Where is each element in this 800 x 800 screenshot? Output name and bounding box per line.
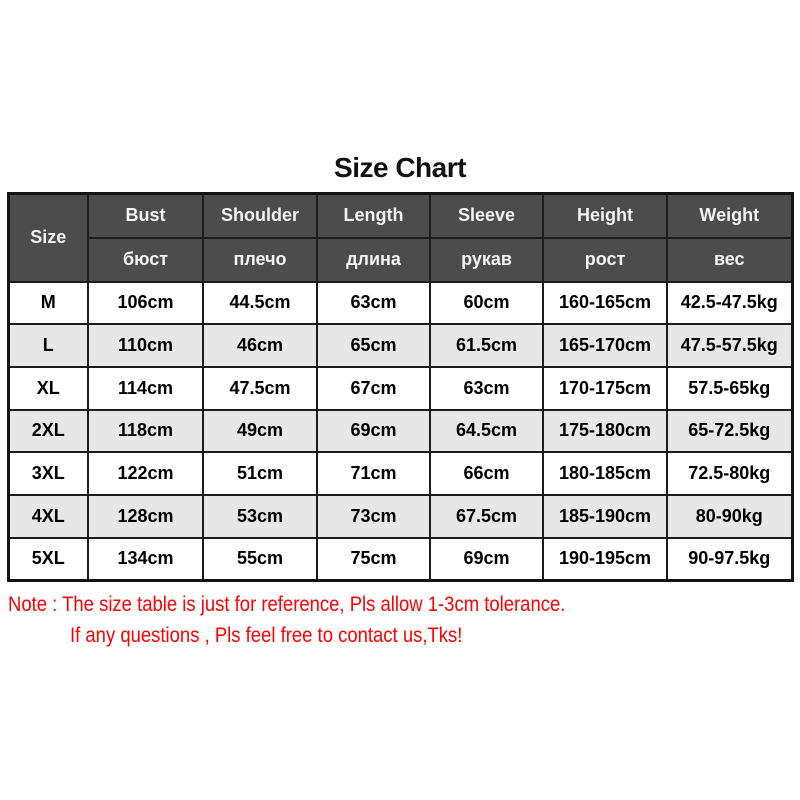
value-cell: 67.5cm (430, 495, 543, 538)
value-cell: 64.5cm (430, 410, 543, 453)
header-row-ru (8, 238, 792, 282)
value-cell: 63cm (317, 282, 430, 325)
value-cell: 67cm (317, 367, 430, 410)
header-cell-ru-height: рост (543, 238, 667, 282)
value-cell: 57.5-65kg (667, 367, 792, 410)
value-cell: 90-97.5kg (667, 538, 792, 581)
size-cell: L (8, 324, 88, 367)
value-cell: 128cm (88, 495, 203, 538)
value-cell: 69cm (430, 538, 543, 581)
value-cell: 71cm (317, 452, 430, 495)
value-cell: 47.5-57.5kg (667, 324, 792, 367)
header-cell-ru-sleeve: рукав (430, 238, 543, 282)
value-cell: 55cm (203, 538, 317, 581)
value-cell: 106cm (88, 282, 203, 325)
value-cell: 110cm (88, 324, 203, 367)
table-row (8, 538, 792, 581)
table-row (8, 410, 792, 453)
value-cell: 190-195cm (543, 538, 667, 581)
value-cell: 61.5cm (430, 324, 543, 367)
value-cell: 44.5cm (203, 282, 317, 325)
size-cell: 5XL (8, 538, 88, 581)
header-cell-length: Length (317, 194, 430, 238)
value-cell: 170-175cm (543, 367, 667, 410)
header-cell-ru-bust: бюст (88, 238, 203, 282)
value-cell: 75cm (317, 538, 430, 581)
header-row-en (8, 194, 792, 238)
header-cell-ru-weight: вес (667, 238, 792, 282)
value-cell: 46cm (203, 324, 317, 367)
header-cell-size: Size (8, 194, 88, 282)
size-chart-table (7, 192, 794, 582)
table-row (8, 495, 792, 538)
value-cell: 69cm (317, 410, 430, 453)
value-cell: 49cm (203, 410, 317, 453)
value-cell: 175-180cm (543, 410, 667, 453)
page-title: Size Chart (334, 152, 466, 183)
header-cell-ru-length: длина (317, 238, 430, 282)
value-cell: 66cm (430, 452, 543, 495)
table-row (8, 282, 792, 325)
size-cell: 3XL (8, 452, 88, 495)
note-line-1: Note : The size table is just for reference, Pls allow 1-3cm tolerance. (8, 592, 566, 616)
value-cell: 180-185cm (543, 452, 667, 495)
value-cell: 114cm (88, 367, 203, 410)
value-cell: 185-190cm (543, 495, 667, 538)
header-cell-height: Height (543, 194, 667, 238)
table-row (8, 367, 792, 410)
value-cell: 65cm (317, 324, 430, 367)
value-cell: 73cm (317, 495, 430, 538)
value-cell: 47.5cm (203, 367, 317, 410)
value-cell: 134cm (88, 538, 203, 581)
size-cell: 2XL (8, 410, 88, 453)
note (8, 589, 800, 651)
header-cell-shoulder: Shoulder (203, 194, 317, 238)
table-row (8, 452, 792, 495)
table-header (8, 194, 792, 282)
value-cell: 60cm (430, 282, 543, 325)
header-cell-ru-shoulder: плечо (203, 238, 317, 282)
value-cell: 165-170cm (543, 324, 667, 367)
value-cell: 65-72.5kg (667, 410, 792, 453)
size-cell: M (8, 282, 88, 325)
value-cell: 42.5-47.5kg (667, 282, 792, 325)
size-table-body (8, 282, 792, 581)
value-cell: 53cm (203, 495, 317, 538)
value-cell: 51cm (203, 452, 317, 495)
size-cell: XL (8, 367, 88, 410)
value-cell: 63cm (430, 367, 543, 410)
header-cell-weight: Weight (667, 194, 792, 238)
header-cell-bust: Bust (88, 194, 203, 238)
value-cell: 122cm (88, 452, 203, 495)
note-line-2: If any questions , Pls feel free to contact us,Tks! (70, 623, 463, 647)
header-cell-sleeve: Sleeve (430, 194, 543, 238)
value-cell: 160-165cm (543, 282, 667, 325)
value-cell: 80-90kg (667, 495, 792, 538)
size-cell: 4XL (8, 495, 88, 538)
table-row (8, 324, 792, 367)
value-cell: 72.5-80kg (667, 452, 792, 495)
value-cell: 118cm (88, 410, 203, 453)
